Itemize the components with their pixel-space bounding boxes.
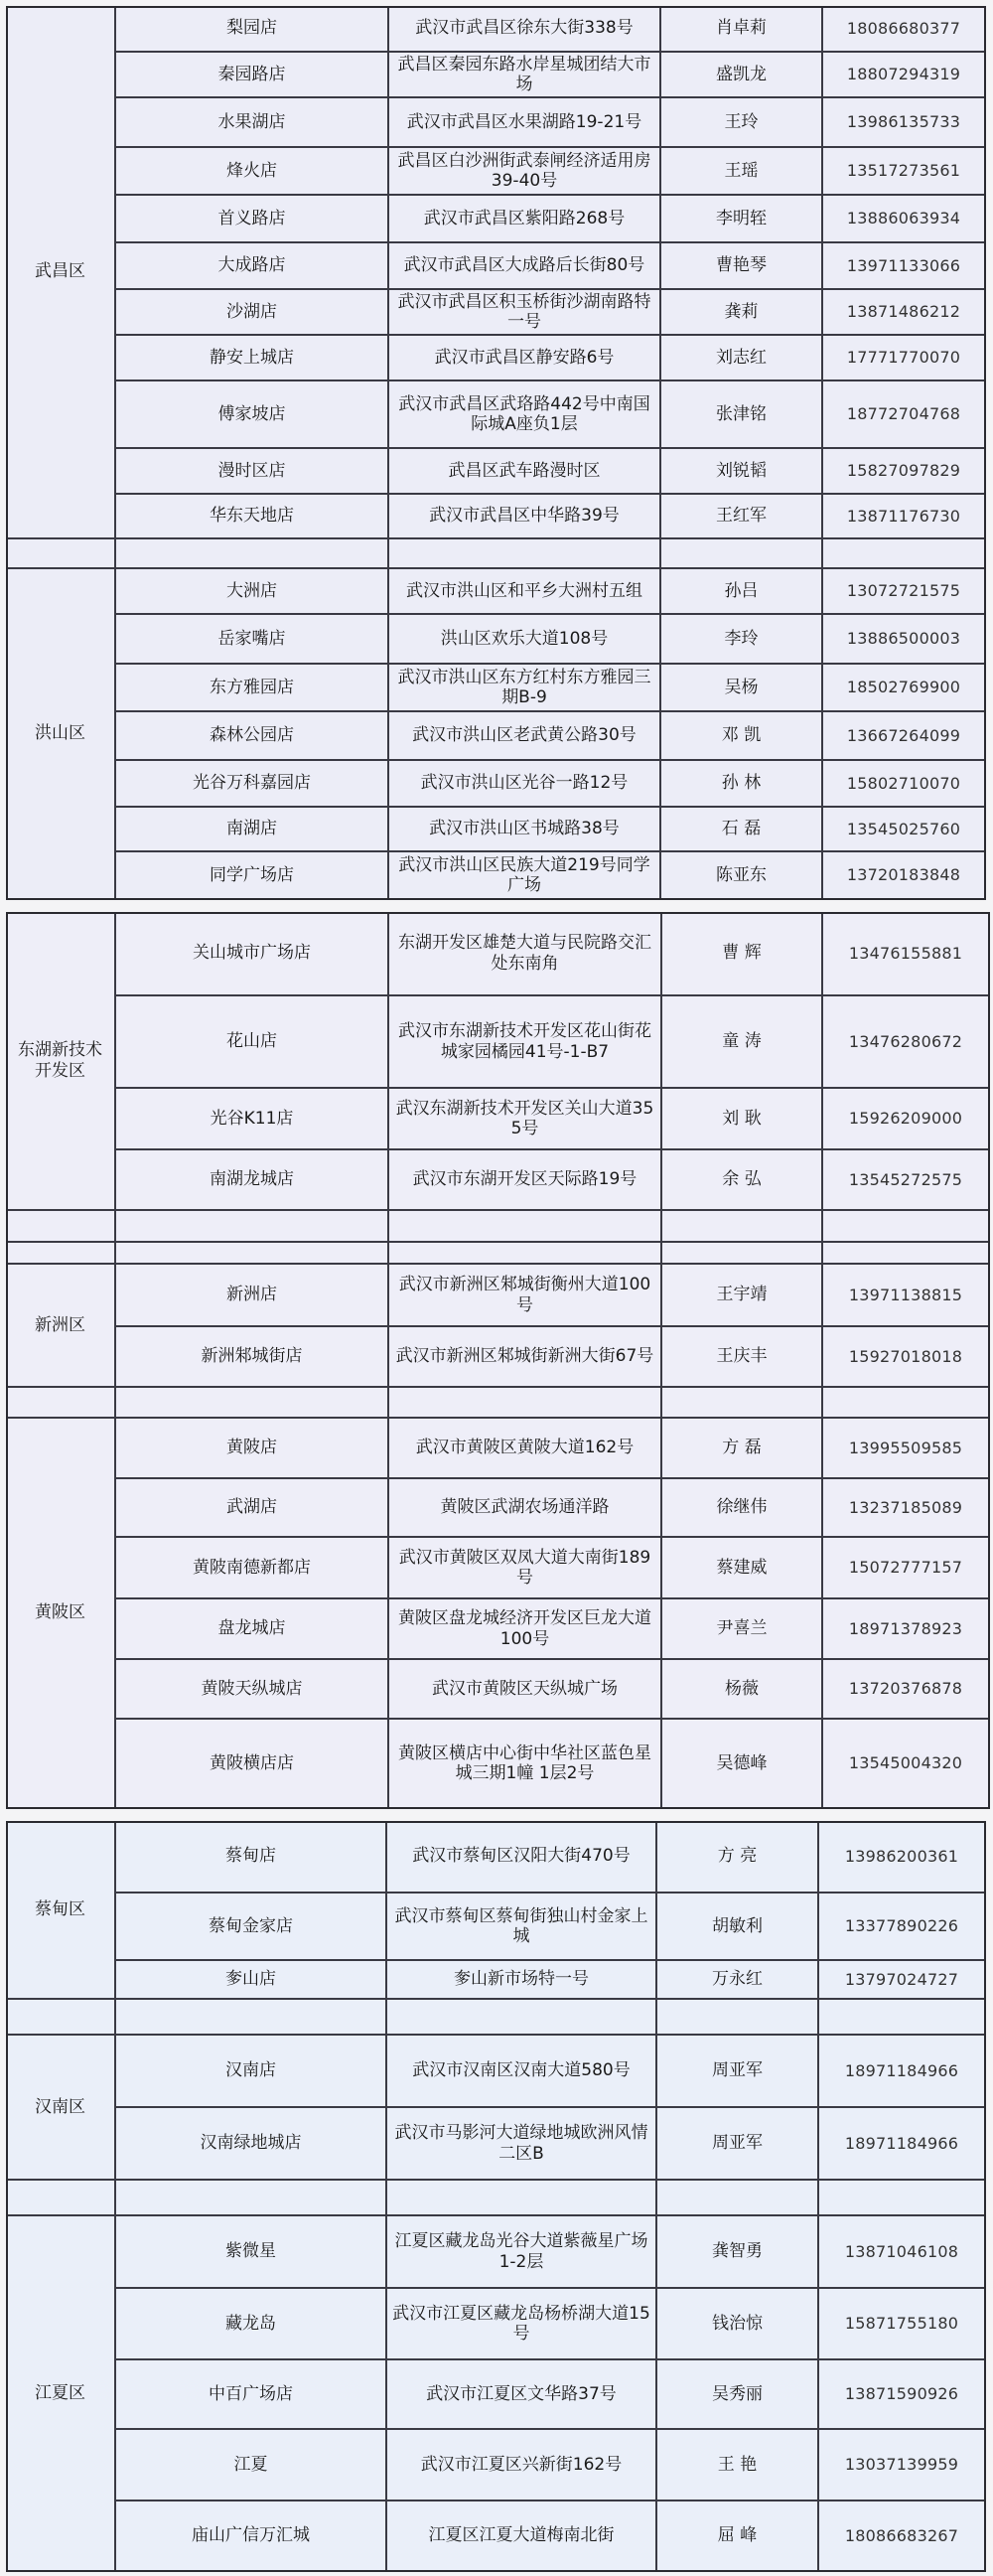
phone-cell	[819, 2181, 986, 2216]
manager-cell: 李明轾	[661, 196, 823, 243]
address-cell: 奓山新市场特一号	[387, 1961, 657, 2000]
store-name-cell: 森林公园店	[116, 712, 389, 761]
manager-cell: 邓 凯	[661, 712, 823, 761]
address-cell: 武汉市黄陂区天纵城广场	[389, 1660, 662, 1720]
phone-cell: 13476155881	[823, 912, 990, 996]
manager-cell: 吴秀丽	[657, 2360, 819, 2430]
address-cell: 武汉市江夏区兴新街162号	[387, 2430, 657, 2501]
phone-cell: 13237185089	[823, 1479, 990, 1538]
district-cell: 新洲区	[6, 1265, 116, 1388]
address-cell: 洪山区欢乐大道108号	[389, 615, 661, 665]
phone-cell: 13995509585	[823, 1419, 990, 1479]
manager-cell: 石 磊	[661, 808, 823, 852]
manager-cell: 王瑶	[661, 148, 823, 196]
manager-cell: 余 弘	[662, 1150, 823, 1211]
address-cell: 武汉市武昌区紫阳路268号	[389, 196, 661, 243]
address-cell: 武汉市蔡甸区蔡甸街独山村金家上城	[387, 1894, 657, 1961]
store-name-cell: 花山店	[116, 996, 389, 1089]
manager-cell: 胡敏利	[657, 1894, 819, 1961]
manager-cell: 杨薇	[662, 1660, 823, 1720]
store-name-cell: 黄陂天纵城店	[116, 1660, 389, 1720]
phone-cell: 13886063934	[823, 196, 986, 243]
phone-cell: 18502769900	[823, 665, 986, 712]
address-cell: 武汉市黄陂区黄陂大道162号	[389, 1419, 662, 1479]
store-name-cell: 新洲店	[116, 1265, 389, 1327]
phone-cell: 13986135733	[823, 98, 986, 148]
manager-cell	[657, 2000, 819, 2036]
address-cell: 武汉市武昌区水果湖路19-21号	[389, 98, 661, 148]
manager-cell: 王红军	[661, 495, 823, 539]
store-name-cell: 黄陂横店店	[116, 1720, 389, 1809]
store-name-cell: 光谷K11店	[116, 1089, 389, 1150]
phone-cell: 13986200361	[819, 1821, 986, 1894]
phone-cell: 13037139959	[819, 2430, 986, 2501]
store-name-cell: 庙山广信万汇城	[116, 2501, 387, 2572]
address-cell: 武汉市洪山区书城路38号	[389, 808, 661, 852]
phone-cell: 13871176730	[823, 495, 986, 539]
address-cell: 武汉市汉南区汉南大道580号	[387, 2036, 657, 2108]
district-cell: 江夏区	[6, 2216, 116, 2572]
phone-cell: 13797024727	[819, 1961, 986, 2000]
address-cell: 武汉市洪山区老武黄公路30号	[389, 712, 661, 761]
address-cell: 武汉市武昌区大成路后长街80号	[389, 243, 661, 290]
store-name-cell: 藏龙岛	[116, 2289, 387, 2360]
manager-cell: 王庆丰	[662, 1327, 823, 1388]
manager-cell: 屈 峰	[657, 2501, 819, 2572]
district-cell: 黄陂区	[6, 1419, 116, 1809]
manager-cell: 吴杨	[661, 665, 823, 712]
phone-cell: 15926209000	[823, 1089, 990, 1150]
store-name-cell: 华东天地店	[116, 495, 389, 539]
store-name-cell: 武湖店	[116, 1479, 389, 1538]
address-cell: 武昌区武车路漫时区	[389, 449, 661, 495]
manager-cell: 曹艳琴	[661, 243, 823, 290]
manager-cell	[657, 2181, 819, 2216]
address-cell: 黄陂区武湖农场通洋路	[389, 1479, 662, 1538]
store-name-cell: 沙湖店	[116, 290, 389, 336]
address-cell: 武汉市马影河大道绿地城欧洲风情二区B	[387, 2108, 657, 2181]
phone-cell: 13545272575	[823, 1150, 990, 1211]
store-name-cell: 首义路店	[116, 196, 389, 243]
store-name-cell: 大成路店	[116, 243, 389, 290]
phone-cell: 15827097829	[823, 449, 986, 495]
phone-cell: 13720183848	[823, 852, 986, 900]
phone-cell: 13871590926	[819, 2360, 986, 2430]
district-cell: 东湖新技术开发区	[6, 912, 116, 1211]
address-cell	[387, 2181, 657, 2216]
store-name-cell: 南湖店	[116, 808, 389, 852]
district-cell: 武昌区	[6, 6, 116, 539]
store-name-cell: 蔡甸金家店	[116, 1894, 387, 1961]
phone-cell: 13545025760	[823, 808, 986, 852]
store-name-cell: 汉南绿地城店	[116, 2108, 387, 2181]
store-name-cell: 蔡甸店	[116, 1821, 387, 1894]
manager-cell: 孙 林	[661, 761, 823, 808]
phone-cell: 18971378923	[823, 1599, 990, 1660]
phone-cell: 13720376878	[823, 1660, 990, 1720]
phone-cell	[819, 2000, 986, 2036]
phone-cell: 13517273561	[823, 148, 986, 196]
manager-cell: 盛凯龙	[661, 53, 823, 98]
store-name-cell: 关山城市广场店	[116, 912, 389, 996]
store-name-cell: 新洲邾城街店	[116, 1327, 389, 1388]
address-cell: 武汉市武昌区武珞路442号中南国际城A座负1层	[389, 381, 661, 449]
manager-cell: 周亚军	[657, 2036, 819, 2108]
district-cell	[6, 2000, 116, 2036]
address-cell: 武汉市黄陂区双凤大道大南街189号	[389, 1538, 662, 1599]
district-cell: 蔡甸区	[6, 1821, 116, 2000]
manager-cell: 童 涛	[662, 996, 823, 1089]
store-name-cell	[116, 2000, 387, 2036]
store-name-cell: 东方雅园店	[116, 665, 389, 712]
phone-cell: 13072721575	[823, 569, 986, 615]
address-cell: 武汉市洪山区东方红村东方雅园三期B-9	[389, 665, 661, 712]
phone-cell: 13476280672	[823, 996, 990, 1089]
phone-cell: 13871486212	[823, 290, 986, 336]
address-cell: 武汉市洪山区光谷一路12号	[389, 761, 661, 808]
phone-cell: 15927018018	[823, 1327, 990, 1388]
manager-cell: 龚莉	[661, 290, 823, 336]
store-name-cell: 光谷万科嘉园店	[116, 761, 389, 808]
phone-cell: 18971184966	[819, 2108, 986, 2181]
address-cell	[387, 2000, 657, 2036]
store-name-cell: 奓山店	[116, 1961, 387, 2000]
store-name-cell: 紫微星	[116, 2216, 387, 2289]
store-name-cell: 秦园路店	[116, 53, 389, 98]
address-cell: 江夏区江夏大道梅南北街	[387, 2501, 657, 2572]
phone-cell: 18807294319	[823, 53, 986, 98]
manager-cell: 蔡建威	[662, 1538, 823, 1599]
store-name-cell: 盘龙城店	[116, 1599, 389, 1660]
manager-cell: 王宇靖	[662, 1265, 823, 1327]
store-name-cell: 中百广场店	[116, 2360, 387, 2430]
manager-cell: 龚智勇	[657, 2216, 819, 2289]
manager-cell: 刘锐韬	[661, 449, 823, 495]
address-cell: 武汉市江夏区文华路37号	[387, 2360, 657, 2430]
address-cell: 武汉市武昌区积玉桥街沙湖南路特一号	[389, 290, 661, 336]
store-name-cell: 黄陂南德新都店	[116, 1538, 389, 1599]
manager-cell: 万永红	[657, 1961, 819, 2000]
address-cell: 东湖开发区雄楚大道与民院路交汇处东南角	[389, 912, 662, 996]
phone-cell: 17771770070	[823, 336, 986, 381]
phone-cell: 18086683267	[819, 2501, 986, 2572]
manager-cell: 方 磊	[662, 1419, 823, 1479]
phone-cell: 13545004320	[823, 1720, 990, 1809]
manager-cell: 吴德峰	[662, 1720, 823, 1809]
address-cell: 武汉市洪山区和平乡大洲村五组	[389, 569, 661, 615]
phone-cell: 18971184966	[819, 2036, 986, 2108]
manager-cell: 徐继伟	[662, 1479, 823, 1538]
address-cell: 武汉市新洲区邾城街新洲大街67号	[389, 1327, 662, 1388]
store-name-cell: 黄陂店	[116, 1419, 389, 1479]
address-cell: 武汉市武昌区徐东大街338号	[389, 6, 661, 53]
manager-cell: 方 亮	[657, 1821, 819, 1894]
address-cell: 武汉市东湖新技术开发区花山街花城家园橘园41号-1-B7	[389, 996, 662, 1089]
phone-cell: 15802710070	[823, 761, 986, 808]
store-name-cell: 傅家坡店	[116, 381, 389, 449]
manager-cell: 李玲	[661, 615, 823, 665]
phone-cell: 13886500003	[823, 615, 986, 665]
store-name-cell: 岳家嘴店	[116, 615, 389, 665]
phone-cell: 15871755180	[819, 2289, 986, 2360]
store-name-cell: 南湖龙城店	[116, 1150, 389, 1211]
address-cell: 武汉市洪山区民族大道219号同学广场	[389, 852, 661, 900]
manager-cell: 孙吕	[661, 569, 823, 615]
address-cell: 武汉市新洲区邾城街衡州大道100号	[389, 1265, 662, 1327]
manager-cell: 肖卓莉	[661, 6, 823, 53]
manager-cell: 刘志红	[661, 336, 823, 381]
manager-cell: 张津铭	[661, 381, 823, 449]
district-cell	[6, 2181, 116, 2216]
store-name-cell: 水果湖店	[116, 98, 389, 148]
address-cell: 武汉市江夏区藏龙岛杨桥湖大道15号	[387, 2289, 657, 2360]
manager-cell: 周亚军	[657, 2108, 819, 2181]
store-name-cell: 同学广场店	[116, 852, 389, 900]
address-cell: 江夏区藏龙岛光谷大道紫薇星广场1-2层	[387, 2216, 657, 2289]
manager-cell: 尹喜兰	[662, 1599, 823, 1660]
phone-cell: 13971138815	[823, 1265, 990, 1327]
district-cell: 汉南区	[6, 2036, 116, 2181]
address-cell: 武汉市东湖开发区天际路19号	[389, 1150, 662, 1211]
phone-cell: 18086680377	[823, 6, 986, 53]
address-cell: 武汉市武昌区静安路6号	[389, 336, 661, 381]
manager-cell: 陈亚东	[661, 852, 823, 900]
phone-cell: 13871046108	[819, 2216, 986, 2289]
address-cell: 黄陂区盘龙城经济开发区巨龙大道100号	[389, 1599, 662, 1660]
store-name-cell: 江夏	[116, 2430, 387, 2501]
store-name-cell: 静安上城店	[116, 336, 389, 381]
address-cell: 武汉市武昌区中华路39号	[389, 495, 661, 539]
store-name-cell: 大洲店	[116, 569, 389, 615]
phone-cell: 15072777157	[823, 1538, 990, 1599]
store-name-cell: 烽火店	[116, 148, 389, 196]
address-cell: 黄陂区横店中心街中华社区蓝色星城三期1幢 1层2号	[389, 1720, 662, 1809]
phone-cell: 13971133066	[823, 243, 986, 290]
address-cell: 武昌区白沙洲街武泰闸经济适用房39-40号	[389, 148, 661, 196]
district-cell: 洪山区	[6, 569, 116, 900]
manager-cell: 钱治惊	[657, 2289, 819, 2360]
store-name-cell: 汉南店	[116, 2036, 387, 2108]
address-cell: 武汉市蔡甸区汉阳大街470号	[387, 1821, 657, 1894]
phone-cell: 13377890226	[819, 1894, 986, 1961]
phone-cell: 13667264099	[823, 712, 986, 761]
manager-cell: 刘 耿	[662, 1089, 823, 1150]
address-cell: 武昌区秦园东路水岸星城团结大市场	[389, 53, 661, 98]
manager-cell: 王玲	[661, 98, 823, 148]
phone-cell: 18772704768	[823, 381, 986, 449]
store-name-cell: 梨园店	[116, 6, 389, 53]
address-cell: 武汉东湖新技术开发区关山大道355号	[389, 1089, 662, 1150]
store-name-cell: 漫时区店	[116, 449, 389, 495]
manager-cell: 王 艳	[657, 2430, 819, 2501]
manager-cell: 曹 辉	[662, 912, 823, 996]
store-name-cell	[116, 2181, 387, 2216]
